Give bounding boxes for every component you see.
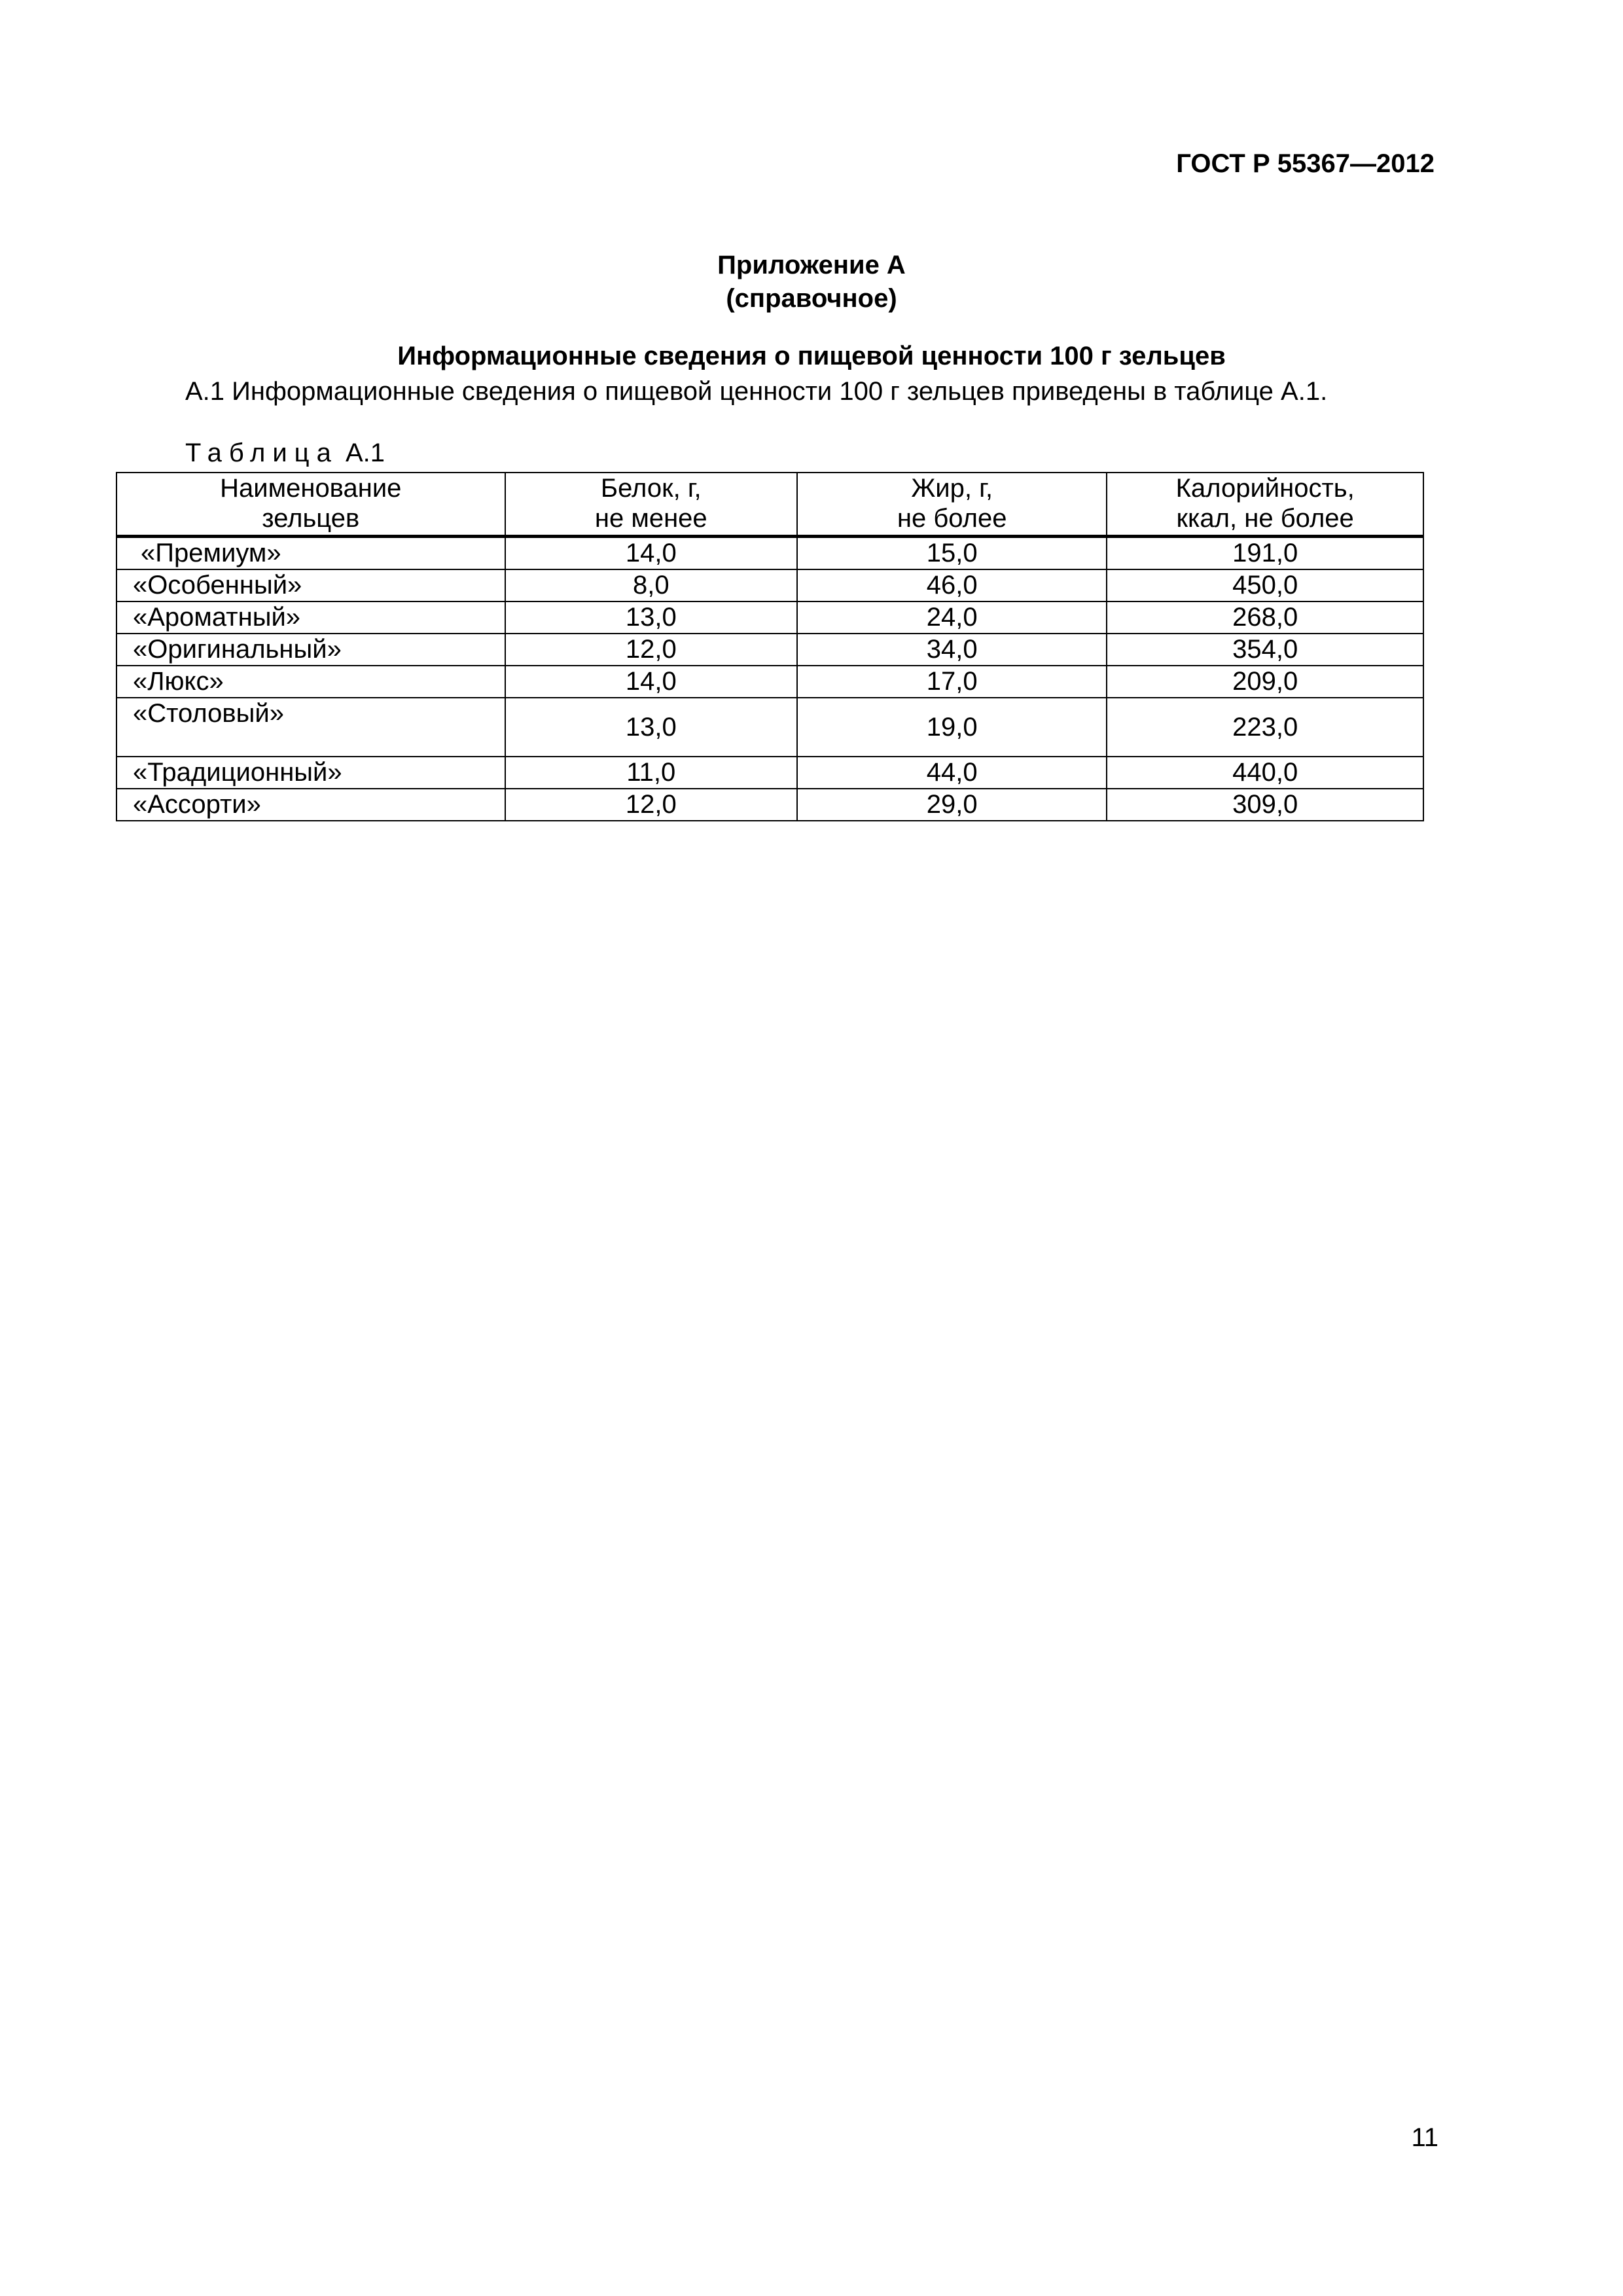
page-number: 11: [1411, 2123, 1438, 2152]
annex-subtitle: (справочное): [726, 284, 897, 313]
row-fat: 46,0: [797, 569, 1107, 601]
row-calories: 309,0: [1107, 789, 1423, 821]
row-fat: 24,0: [797, 601, 1107, 634]
row-name: «Люкс»: [116, 666, 505, 698]
table-row: [116, 757, 1423, 789]
table-row: [116, 666, 1423, 698]
row-protein: 14,0: [505, 537, 797, 570]
column-header-fat: Жир, г, не более: [797, 473, 1107, 537]
row-protein: 13,0: [505, 698, 797, 757]
row-protein: 12,0: [505, 789, 797, 821]
row-protein: 8,0: [505, 569, 797, 601]
row-name: «Премиум»: [116, 537, 505, 570]
table-row: [116, 601, 1423, 634]
row-fat: 34,0: [797, 634, 1107, 666]
row-name: «Традиционный»: [116, 757, 505, 789]
row-fat: 44,0: [797, 757, 1107, 789]
annex-heading: [0, 249, 1623, 315]
row-name: «Особенный»: [116, 569, 505, 601]
document-code: ГОСТ Р 55367—2012: [1176, 149, 1435, 178]
row-calories: 440,0: [1107, 757, 1423, 789]
row-fat: 15,0: [797, 537, 1107, 570]
section-title: Информационные сведения о пищевой ценности 100 г зельцев: [397, 342, 1226, 370]
row-name: «Ассорти»: [116, 789, 505, 821]
row-calories: 191,0: [1107, 537, 1423, 570]
row-fat: 17,0: [797, 666, 1107, 698]
table-row: [116, 569, 1423, 601]
row-protein: 11,0: [505, 757, 797, 789]
table-caption: [185, 439, 385, 468]
row-calories: 450,0: [1107, 569, 1423, 601]
row-protein: 13,0: [505, 601, 797, 634]
column-header-name: Наименование зельцев: [116, 473, 505, 537]
row-calories: 223,0: [1107, 698, 1423, 757]
annex-title: Приложение А: [717, 251, 906, 279]
row-protein: 14,0: [505, 666, 797, 698]
row-protein: 12,0: [505, 634, 797, 666]
column-header-calories: Калорийность, ккал, не более: [1107, 473, 1423, 537]
row-fat: 29,0: [797, 789, 1107, 821]
table-row: [116, 634, 1423, 666]
table-caption-number: А.1: [345, 439, 385, 467]
table-row: [116, 537, 1423, 570]
table-caption-word: Таблица: [185, 439, 338, 467]
column-header-protein: Белок, г, не менее: [505, 473, 797, 537]
intro-paragraph: А.1 Информационные сведения о пищевой ценности 100 г зельцев приведены в таблице А.1.: [185, 377, 1328, 406]
row-name: «Ароматный»: [116, 601, 505, 634]
row-name: «Оригинальный»: [116, 634, 505, 666]
table-row: [116, 698, 1423, 757]
row-fat: 19,0: [797, 698, 1107, 757]
table-header-row: [116, 473, 1423, 537]
row-calories: 209,0: [1107, 666, 1423, 698]
row-name: «Столовый»: [116, 698, 505, 757]
table-row: [116, 789, 1423, 821]
row-calories: 354,0: [1107, 634, 1423, 666]
nutrition-table: [116, 472, 1424, 821]
row-calories: 268,0: [1107, 601, 1423, 634]
